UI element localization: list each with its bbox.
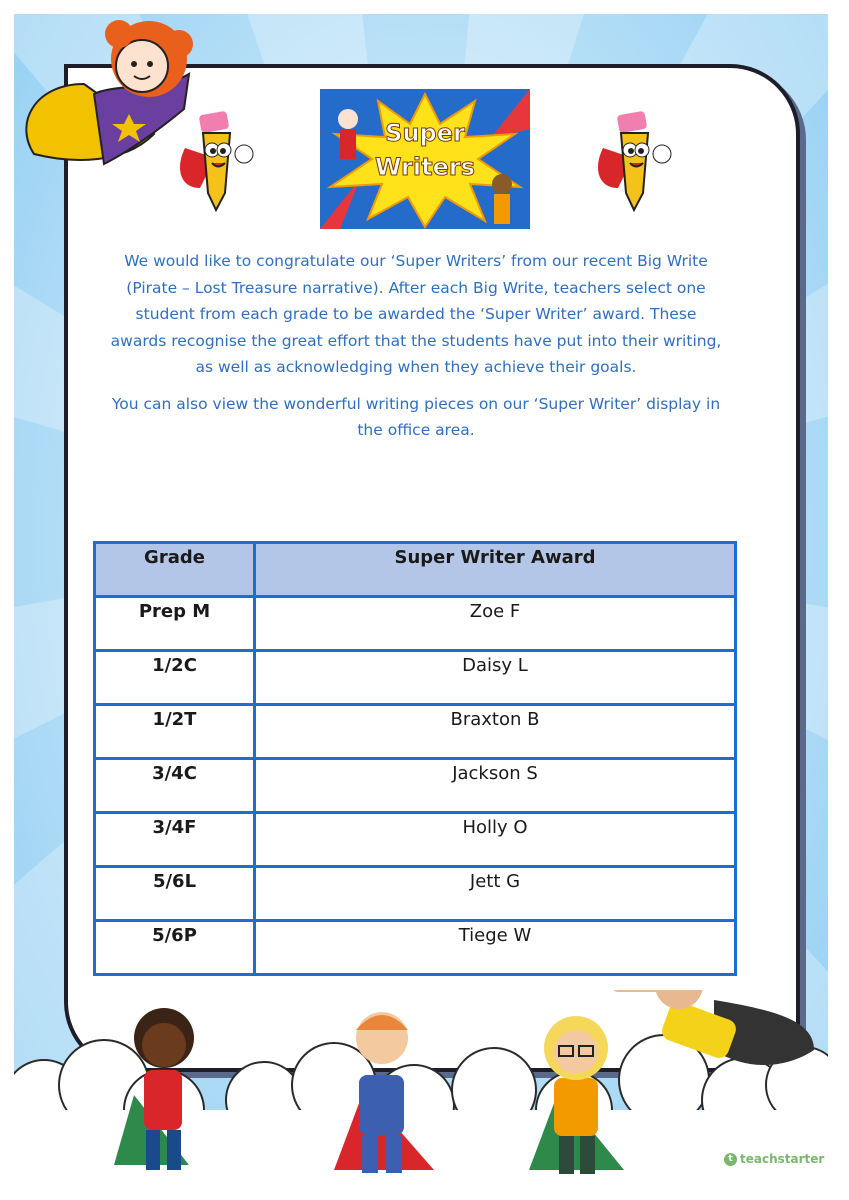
- teachstarter-logo: [724, 1152, 824, 1166]
- table-row: [95, 705, 736, 759]
- grade-cell: 1/2C: [95, 651, 255, 705]
- table-row: [95, 921, 736, 975]
- banner-line1: Super: [385, 119, 465, 147]
- awards-table: [93, 541, 737, 976]
- teachstarter-mark-icon: t: [724, 1153, 737, 1166]
- table-row: [95, 759, 736, 813]
- grade-cell: 1/2T: [95, 705, 255, 759]
- table-row: [95, 597, 736, 651]
- pencil-mascot-right-icon: [588, 108, 680, 216]
- winner-cell: Holly O: [255, 813, 736, 867]
- banner-line2: Writers: [375, 153, 475, 181]
- table-header-row: [95, 543, 736, 597]
- intro-text: [108, 248, 724, 454]
- header-grade: Grade: [95, 543, 255, 597]
- winner-cell: Daisy L: [255, 651, 736, 705]
- grade-cell: 5/6P: [95, 921, 255, 975]
- winner-cell: Zoe F: [255, 597, 736, 651]
- grade-cell: Prep M: [95, 597, 255, 651]
- grade-cell: 3/4C: [95, 759, 255, 813]
- table-row: [95, 813, 736, 867]
- intro-paragraph-2: You can also view the wonderful writing pieces on our ‘Super Writer’ display in the office area.: [111, 394, 721, 439]
- grade-cell: 3/4F: [95, 813, 255, 867]
- winner-cell: Jett G: [255, 867, 736, 921]
- header-award: Super Writer Award: [255, 543, 736, 597]
- winner-cell: Jackson S: [255, 759, 736, 813]
- grade-cell: 5/6L: [95, 867, 255, 921]
- intro-paragraph-1: We would like to congratulate our ‘Super Writers’ from our recent Big Write (Pirate – Lost Treasure narrative). After each Big Write, teachers select one student from each grade to be awarded the ‘Super Writer’ award. These awards recognise the great effort that the students have put into their writing, as well as acknowledging when they achieve their goals.: [110, 252, 722, 376]
- super-writers-banner: [320, 89, 530, 229]
- winner-cell: Braxton B: [255, 705, 736, 759]
- superhero-kids-illustration: [14, 990, 828, 1186]
- table-row: [95, 867, 736, 921]
- teachstarter-brand: teachstarter: [740, 1152, 825, 1166]
- winner-cell: Tiege W: [255, 921, 736, 975]
- table-row: [95, 651, 736, 705]
- pencil-mascot-left-icon: [170, 108, 262, 216]
